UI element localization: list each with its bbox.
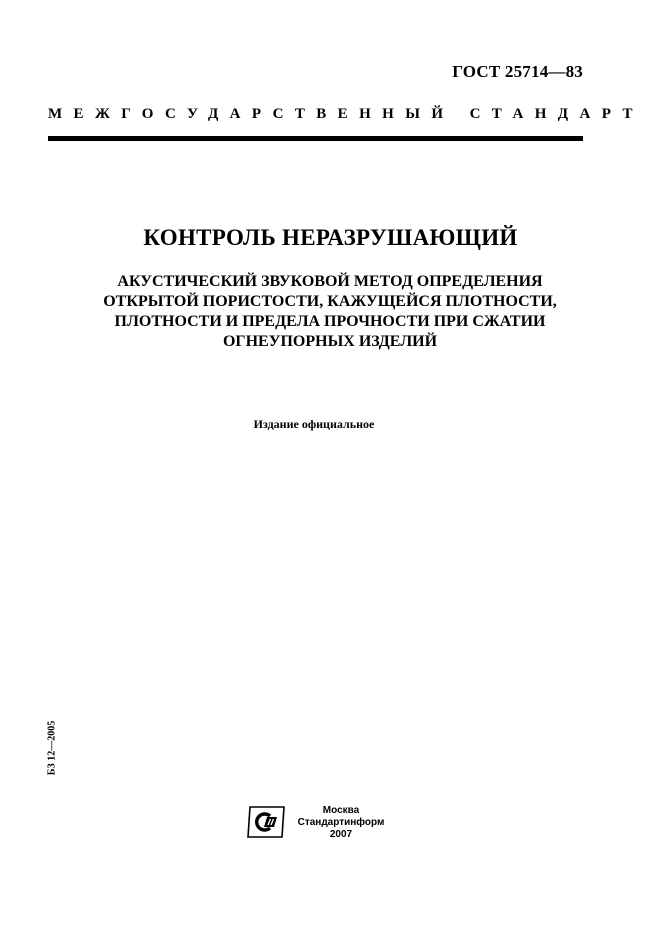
document-subtitle bbox=[40, 272, 620, 352]
subtitle-line: ОГНЕУПОРНЫХ ИЗДЕЛИЙ bbox=[222, 333, 438, 350]
publisher-city: Москва bbox=[322, 805, 360, 816]
side-code bbox=[44, 716, 60, 780]
publisher-year: 2007 bbox=[329, 829, 353, 840]
header-divider bbox=[48, 136, 583, 141]
subtitle-line: АКУСТИЧЕСКИЙ ЗВУКОВОЙ МЕТОД ОПРЕДЕЛЕНИЯ bbox=[117, 273, 543, 290]
standard-type-heading: МЕЖГОСУДАРСТВЕННЫЙ СТАНДАРТ bbox=[48, 106, 644, 122]
edition-note: Издание официальное bbox=[253, 417, 375, 431]
document-title: КОНТРОЛЬ НЕРАЗРУШАЮЩИЙ bbox=[143, 225, 518, 250]
publisher-info bbox=[296, 805, 386, 841]
publisher-name: Стандартинформ bbox=[297, 817, 385, 828]
gost-number: ГОСТ 25714—83 bbox=[452, 62, 583, 81]
subtitle-line: ПЛОТНОСТИ И ПРЕДЕЛА ПРОЧНОСТИ ПРИ СЖАТИИ bbox=[114, 313, 546, 330]
side-code-text: БЗ 12—2005 bbox=[46, 720, 58, 776]
standartinform-logo-icon bbox=[246, 806, 286, 838]
subtitle-line: ОТКРЫТОЙ ПОРИСТОСТИ, КАЖУЩЕЙСЯ ПЛОТНОСТИ, bbox=[103, 293, 557, 310]
